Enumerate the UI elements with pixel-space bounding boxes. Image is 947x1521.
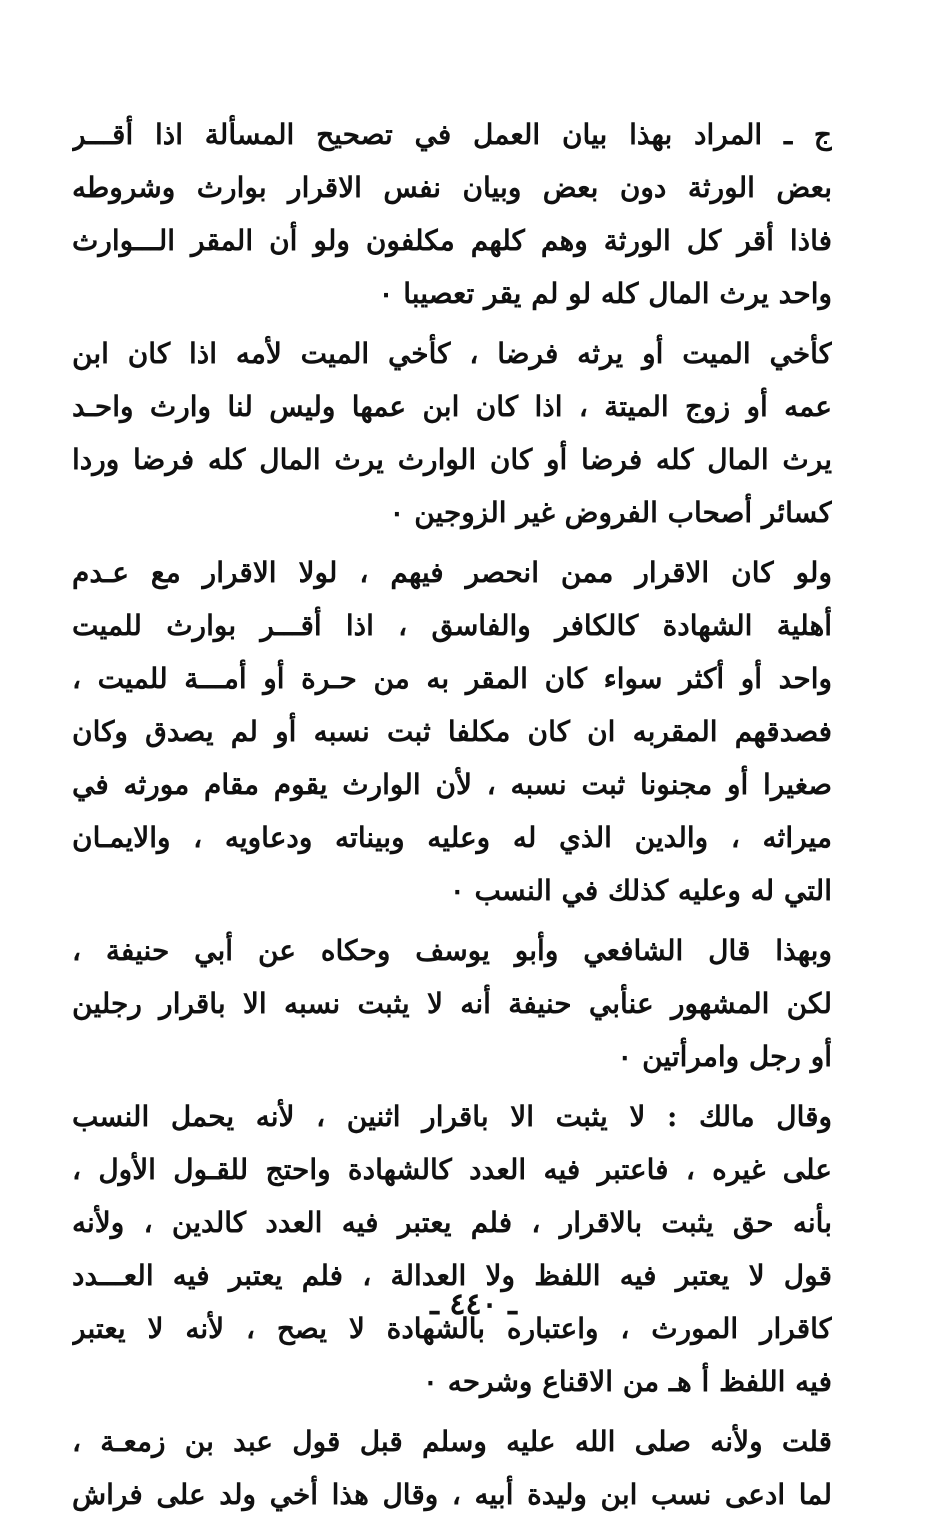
text-line: واحد يرث المال كله لو لم يقر تعصيبا ٠ [378,277,832,310]
paragraph-2 [72,327,832,539]
text-line: لكن المشهور عنأبي حنيفة أنه لا يثبت نسبه الا باقرار رجلين [72,987,832,1020]
text-line: قلت ولأنه صلى الله عليه وسلم قبل قول عبد بن زمعـة ، [72,1425,832,1458]
text-line: ج ـ المراد بهذا بيان العمل في تصحيح المسألة اذا أقـــر [72,118,832,151]
text-line: وبهذا قال الشافعي وأبو يوسف وحكاه عن أبي حنيفة ، [72,934,832,967]
text-line: قول لا يعتبر فيه اللفظ ولا العدالة ، فلم يعتبر فيه العـــدد [72,1259,832,1292]
text-line: أهلية الشهادة كالكافر والفاسق ، اذا أقـــر بوارث للميت [72,609,832,642]
paragraph-5 [72,1090,832,1408]
text-line: فاذا أقر كل الورثة وهم كلهم مكلفون ولو أن المقر الـــوارث [72,224,832,257]
paragraph-4 [72,924,832,1083]
page-number: ـ ٤٤٠ ـ [430,1287,517,1322]
text-line: أو رجل وامرأتين ٠ [617,1040,832,1073]
text-line: بأنه حق يثبت بالاقرار ، فلم يعتبر فيه العدد كالدين ، ولأنه [72,1206,832,1239]
text-line: بعض الورثة دون بعض وبيان نفس الاقرار بوارث وشروطه [72,171,832,204]
text-line: كأخي الميت أو يرثه فرضا ، كأخي الميت لأمه اذا كان ابن [72,337,832,370]
text-line: عمه أو زوج الميتة ، اذا كان ابن عمها وليس لنا وارث واحـد [72,390,832,423]
paragraph-6 [72,1415,832,1521]
text-line: كاقرار المورث ، واعتباره بالشهادة لا يصح ، لأنه لا يعتبر [72,1312,832,1345]
text-line: كسائر أصحاب الفروض غير الزوجين ٠ [389,496,832,529]
paragraph-3 [72,546,832,917]
paragraph-1 [72,108,832,320]
text-line: التي له وعليه كذلك في النسب ٠ [449,874,832,907]
text-line: على غيره ، فاعتبر فيه العدد كالشهادة واحتج للقـول الأول ، [72,1153,832,1186]
text-line: واحد أو أكثر سواء كان المقر به من حـرة أو أمـــة للميت ، [72,662,832,695]
text-line: يرث المال كله فرضا أو كان الوارث يرث المال كله فرضا وردا [72,443,832,476]
text-line: صغيرا أو مجنونا ثبت نسبه ، لأن الوارث يقوم مقام مورثه في [72,768,832,801]
text-line: فصدقهم المقربه ان كان مكلفا ثبت نسبه أو لم يصدق وكان [72,715,832,748]
text-line: ولو كان الاقرار ممن انحصر فيهم ، لولا الاقرار مع عـدم [72,556,832,589]
text-line: فيه اللفظ أ هـ من الاقناع وشرحه ٠ [422,1365,832,1398]
text-line: وقال مالك : لا يثبت الا باقرار اثنين ، لأنه يحمل النسب [72,1100,832,1133]
text-line: لما ادعى نسب ابن وليدة أبيه ، وقال هذا أخي ولد على فراش [72,1478,832,1511]
text-line: ميراثه ، والدين الذي له وعليه وبيناته ودعاويه ، والايمـان [72,821,832,854]
